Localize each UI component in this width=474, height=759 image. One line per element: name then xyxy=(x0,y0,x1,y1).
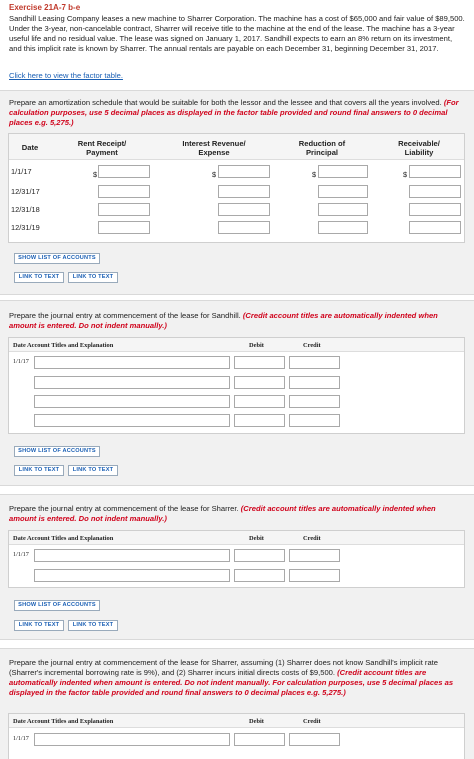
journal-sharrer-incremental-header-title: Date Account Titles and Explanation xyxy=(13,718,114,725)
amortization-prompt-text: Prepare an amortization schedule that would be suitable for both the lessor and the lessee and that covers all the years involved. xyxy=(9,98,442,107)
rent-input-4[interactable] xyxy=(98,221,150,234)
rent-input-1[interactable] xyxy=(98,165,150,178)
interest-input-2[interactable] xyxy=(218,185,270,198)
journal-sharrer-incremental-date: 1/1/17 xyxy=(13,735,29,742)
row-date-2: 12/31/17 xyxy=(11,187,40,196)
journal-sandhill-debit-input-2[interactable] xyxy=(234,376,285,389)
journal-sandhill-debit-input-1[interactable] xyxy=(234,356,285,369)
reduction-input-2[interactable] xyxy=(318,185,368,198)
journal-sharrer-debit-input-2[interactable] xyxy=(234,569,285,582)
journal-sharrer-debit-input-1[interactable] xyxy=(234,549,285,562)
journal-sandhill-debit-input-3[interactable] xyxy=(234,395,285,408)
journal-sandhill-credit-input-3[interactable] xyxy=(289,395,340,408)
currency-symbol: $ xyxy=(93,170,98,179)
currency-symbol: $ xyxy=(212,170,217,179)
link-to-text-button[interactable]: LINK TO TEXT xyxy=(68,620,118,631)
journal-sandhill-account-input-3[interactable] xyxy=(34,395,230,408)
journal-sharrer-credit-input-2[interactable] xyxy=(289,569,340,582)
currency-symbol: $ xyxy=(312,170,317,179)
row-date-3: 12/31/18 xyxy=(11,205,40,214)
reduction-input-1[interactable] xyxy=(318,165,368,178)
link-to-text-button[interactable]: LINK TO TEXT xyxy=(68,272,118,283)
journal-sharrer-credit-input-1[interactable] xyxy=(289,549,340,562)
amortization-prompt xyxy=(9,98,465,128)
link-to-text-button[interactable]: LINK TO TEXT xyxy=(68,465,118,476)
journal-sandhill-header-debit: Debit xyxy=(249,342,264,349)
journal-sharrer-incremental-account-input-1[interactable] xyxy=(34,733,230,746)
link-to-text-button[interactable]: LINK TO TEXT xyxy=(14,272,64,283)
journal-sandhill-header-title: Date Account Titles and Explanation xyxy=(13,342,114,349)
journal-sandhill-account-input-2[interactable] xyxy=(34,376,230,389)
journal-sharrer-prompt xyxy=(9,504,465,524)
interest-input-3[interactable] xyxy=(218,203,270,216)
receivable-input-4[interactable] xyxy=(409,221,461,234)
show-accounts-button[interactable]: SHOW LIST OF ACCOUNTS xyxy=(14,253,100,264)
interest-input-4[interactable] xyxy=(218,221,270,234)
currency-symbol: $ xyxy=(403,170,408,179)
journal-sharrer-account-input-2[interactable] xyxy=(34,569,230,582)
journal-sandhill-debit-input-4[interactable] xyxy=(234,414,285,427)
receivable-input-2[interactable] xyxy=(409,185,461,198)
journal-sharrer-incremental-instruction: (Credit account titles are automatically indented when amount is entered. Do not indent manually. For calculation purposes, use 5 decimal places as displayed in the factor table provided and round final answers to 0 decimal places e.g. 5,275.) xyxy=(9,668,454,697)
show-accounts-button[interactable]: SHOW LIST OF ACCOUNTS xyxy=(14,446,100,457)
journal-sandhill-account-input-1[interactable] xyxy=(34,356,230,369)
exercise-description: Sandhill Leasing Company leases a new machine to Sharrer Corporation. The machine has a cost of $65,000 and fair value of $89,500. Under the 3-year, non-cancelable contract, Sharrer will receive title to the machine at the end of the lease. The machine has a 3-year useful life and no residual value. The lease was signed on January 1, 2017. Sandhill expects to earn an 8% return on its investment, and this implicit rate is known by Sharrer. The annual rentals are payable on each December 31, beginning December 31, 2017. xyxy=(9,14,465,53)
header-receivable: Receivable/ Liability xyxy=(398,139,440,157)
receivable-input-1[interactable] xyxy=(409,165,461,178)
journal-sharrer-account-input-1[interactable] xyxy=(34,549,230,562)
receivable-input-3[interactable] xyxy=(409,203,461,216)
link-to-text-button[interactable]: LINK TO TEXT xyxy=(14,465,64,476)
journal-sandhill-instruction: (Credit account titles are automatically indented when amount is entered. Do not indent manually.) xyxy=(9,311,438,330)
header-reduction: Reduction of Principal xyxy=(298,139,346,157)
journal-sandhill-header-credit: Credit xyxy=(303,342,321,349)
exercise-title: Exercise 21A-7 b-e xyxy=(9,3,81,12)
header-interest: Interest Revenue/ Expense xyxy=(182,139,246,157)
journal-sharrer-header-credit: Credit xyxy=(303,535,321,542)
header-date: Date xyxy=(21,143,39,152)
reduction-input-3[interactable] xyxy=(318,203,368,216)
journal-sandhill-prompt-text: Prepare the journal entry at commencement of the lease for Sandhill. xyxy=(9,311,241,320)
rent-input-2[interactable] xyxy=(98,185,150,198)
journal-sharrer-instruction: (Credit account titles are automatically indented when amount is entered. Do not indent manually.) xyxy=(9,504,436,523)
journal-sharrer-incremental-prompt-text: Prepare the journal entry at commencement of the lease for Sharrer, assuming (1) Sharrer does not know Sandhill's implicit rate (Sharrer's incremental borrowing rate is 9%), and (2) Sharrer incurs initial directs costs of $9,500. xyxy=(9,658,439,677)
show-accounts-button[interactable]: SHOW LIST OF ACCOUNTS xyxy=(14,600,100,611)
journal-sandhill-account-input-4[interactable] xyxy=(34,414,230,427)
row-date-4: 12/31/19 xyxy=(11,223,40,232)
journal-sharrer-prompt-text: Prepare the journal entry at commencement of the lease for Sharrer. xyxy=(9,504,239,513)
journal-sandhill-prompt xyxy=(9,311,465,331)
interest-input-1[interactable] xyxy=(218,165,270,178)
journal-sharrer-header-title: Date Account Titles and Explanation xyxy=(13,535,114,542)
journal-sharrer-date: 1/1/17 xyxy=(13,551,29,558)
journal-sharrer-header-debit: Debit xyxy=(249,535,264,542)
header-rent: Rent Receipt/ Payment xyxy=(77,139,127,157)
factor-table-link[interactable]: Click here to view the factor table. xyxy=(9,71,123,80)
journal-sharrer-incremental-header-credit: Credit xyxy=(303,718,321,725)
amortization-instruction: (For calculation purposes, use 5 decimal places as displayed in the factor table provided and round final answers to 0 decimal places e.g. 5,275.) xyxy=(9,98,459,127)
journal-sandhill-credit-input-1[interactable] xyxy=(289,356,340,369)
journal-sandhill-credit-input-2[interactable] xyxy=(289,376,340,389)
rent-input-3[interactable] xyxy=(98,203,150,216)
journal-sharrer-incremental-prompt xyxy=(9,658,467,698)
journal-sharrer-incremental-debit-input-1[interactable] xyxy=(234,733,285,746)
link-to-text-button[interactable]: LINK TO TEXT xyxy=(14,620,64,631)
journal-sandhill-date: 1/1/17 xyxy=(13,358,29,365)
journal-sandhill-credit-input-4[interactable] xyxy=(289,414,340,427)
reduction-input-4[interactable] xyxy=(318,221,368,234)
row-date-1: 1/1/17 xyxy=(11,167,32,176)
journal-sharrer-incremental-credit-input-1[interactable] xyxy=(289,733,340,746)
journal-sharrer-incremental-header-debit: Debit xyxy=(249,718,264,725)
